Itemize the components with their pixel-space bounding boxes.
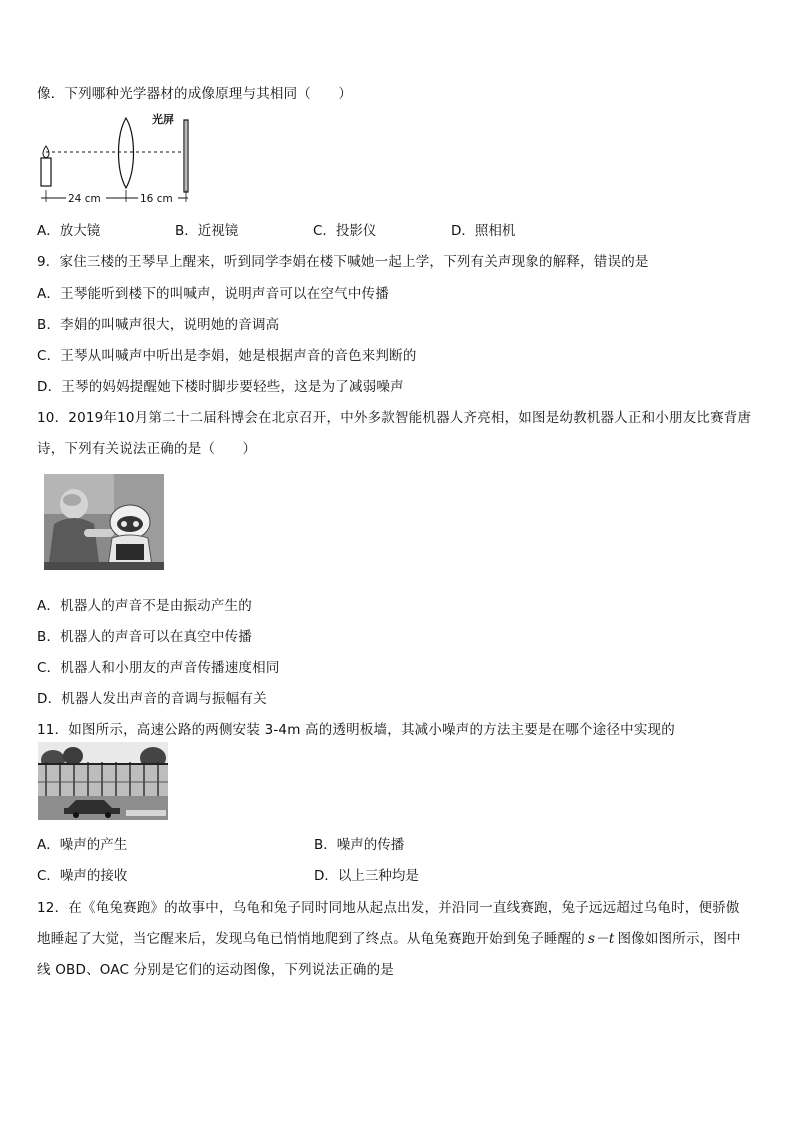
- q8-stem-tail: 像．下列哪种光学器材的成像原理与其相同（ ）: [37, 86, 353, 102]
- q11-option-c: C．噪声的接收: [37, 868, 128, 884]
- q8-option-b: B．近视镜: [175, 223, 239, 239]
- q10-option-b: B．机器人的声音可以在真空中传播: [37, 629, 252, 645]
- screen-label: 光屏: [152, 113, 174, 126]
- q10-option-a: A．机器人的声音不是由振动产生的: [37, 598, 252, 614]
- q9-option-a: A．王琴能听到楼下的叫喊声，说明声音可以在空气中传播: [37, 286, 389, 302]
- q12-st-math: s－t: [588, 931, 615, 947]
- q12-line2-text: 地睡起了大觉，当它醒来后，发现乌龟已悄悄地爬到了终点。从龟兔赛跑开始到兔子睡醒的: [37, 931, 585, 947]
- q10-option-c: C．机器人和小朋友的声音传播速度相同: [37, 660, 280, 676]
- q9-option-b: B．李娟的叫喊声很大，说明她的音调高: [37, 317, 280, 333]
- robot-child-photo: [44, 474, 164, 570]
- q10-stem-line1: 10．2019年10月第二十二届科博会在北京召开，中外多款智能机器人齐亮相，如图是幼教机器人正和小朋友比赛背唐: [37, 410, 752, 426]
- q11-stem: 11．如图所示，高速公路的两侧安装 3-4m 高的透明板墙，其减小噪声的方法主要是在哪个途径中实现的: [37, 722, 675, 738]
- q8-option-d: D．照相机: [451, 223, 516, 239]
- q12-line1: 12．在《龟兔赛跑》的故事中，乌龟和兔子同时同地从起点出发，并沿同一直线赛跑，兔子远远超过乌龟时，便骄傲: [37, 900, 740, 916]
- q8-option-a: A．放大镜: [37, 223, 101, 239]
- q11-option-a: A．噪声的产生: [37, 837, 128, 853]
- q11-option-d: D．以上三种均是: [314, 868, 419, 884]
- q12-line3: 线 OBD、OAC 分别是它们的运动图像，下列说法正确的是: [37, 962, 394, 978]
- q10-option-d: D．机器人发出声音的音调与振幅有关: [37, 691, 267, 707]
- q9-stem: 9．家住三楼的王琴早上醒来，听到同学李娟在楼下喊她一起上学，下列有关声现象的解释，错误的是: [37, 254, 649, 270]
- q12-line2: [37, 927, 741, 947]
- q8-option-c: C．投影仪: [313, 223, 377, 239]
- highway-noise-barrier-photo: [38, 742, 168, 820]
- q11-option-b: B．噪声的传播: [314, 837, 405, 853]
- q10-stem-line2: 诗，下列有关说法正确的是（ ）: [37, 441, 257, 457]
- lens-diagram: [36, 110, 196, 208]
- q12-line2-end: 图像如图所示，图中: [617, 931, 741, 947]
- q9-option-d: D．王琴的妈妈提醒她下楼时脚步要轻些，这是为了减弱噪声: [37, 379, 404, 395]
- q9-option-c: C．王琴从叫喊声中听出是李娟，她是根据声音的音色来判断的: [37, 348, 417, 364]
- distance-label-1: 24 cm: [68, 193, 101, 205]
- candle: [41, 158, 51, 186]
- distance-label-2: 16 cm: [140, 193, 173, 205]
- convex-lens: [119, 118, 134, 188]
